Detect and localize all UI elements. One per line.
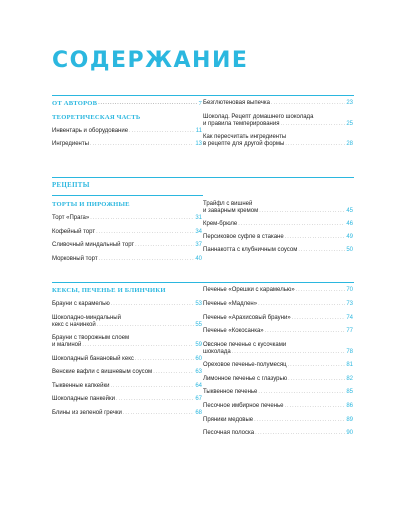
toc-dot-leader bbox=[153, 369, 194, 376]
toc-entry-title: Безглютеновая выпечка bbox=[203, 100, 270, 106]
toc-dot-leader bbox=[285, 234, 346, 241]
toc-page-number: 50 bbox=[346, 247, 353, 253]
toc-page-number: 34 bbox=[195, 229, 202, 235]
toc-entry bbox=[52, 215, 202, 222]
toc-entry bbox=[52, 141, 202, 148]
toc-dot-leader bbox=[258, 389, 345, 396]
toc-dot-leader bbox=[258, 301, 345, 308]
toc-page-number: 90 bbox=[346, 430, 353, 436]
toc-page-number: 13 bbox=[195, 141, 202, 147]
toc-entry bbox=[52, 242, 202, 249]
toc-entry bbox=[203, 247, 353, 254]
toc-entry-title: ТОРТЫ И ПИРОЖНЫЕ bbox=[52, 201, 130, 208]
toc-entry-title: Торт «Прага» bbox=[52, 215, 90, 221]
toc-dot-leader bbox=[90, 141, 194, 148]
toc-page-number: 78 bbox=[346, 349, 353, 355]
toc-page-number: 46 bbox=[346, 221, 353, 227]
toc-entry-title: Ореховое печенье-полумесяц bbox=[203, 362, 287, 368]
toc-dot-leader bbox=[123, 410, 194, 417]
toc-entry-title: Тыквенное печенье bbox=[203, 389, 258, 395]
toc-entry-title: Печенье «Орешки с карамелью» bbox=[203, 287, 295, 293]
toc-dot-leader bbox=[285, 141, 345, 148]
toc-page-number: 49 bbox=[346, 234, 353, 240]
toc-entry-title: в рецепте для другой формы bbox=[203, 141, 285, 147]
toc-entry bbox=[203, 349, 353, 356]
toc-dot-leader bbox=[255, 430, 345, 437]
toc-entry-title: Инвентарь и оборудование bbox=[52, 128, 129, 134]
toc-entry bbox=[203, 208, 353, 215]
toc-entry bbox=[203, 301, 353, 308]
toc-entry-title: Ингредиенты bbox=[52, 141, 89, 147]
toc-entry-title: шоколада bbox=[203, 349, 231, 355]
toc-entry-title: Пряники медовые bbox=[203, 417, 254, 423]
toc-dot-leader bbox=[265, 328, 346, 335]
toc-entry-title: кекс с начинкой bbox=[52, 322, 96, 328]
toc-entry-title: Венские вафли с вишневым соусом bbox=[52, 369, 153, 375]
toc-dot-leader bbox=[232, 349, 346, 356]
toc-entry bbox=[52, 396, 202, 403]
toc-page-number: 60 bbox=[195, 356, 202, 362]
toc-entry-title: Шоколадные панкейки bbox=[52, 396, 115, 402]
toc-dot-leader bbox=[110, 383, 194, 390]
toc-dot-leader bbox=[271, 100, 345, 107]
toc-entry-title: Печенье «Кокосанка» bbox=[203, 328, 264, 334]
toc-entry-title: Крем-брюле bbox=[203, 221, 238, 227]
toc-entry-title: ТЕОРЕТИЧЕСКАЯ ЧАСТЬ bbox=[52, 114, 141, 121]
toc-entry-title: Паннакотта с клубничным соусом bbox=[203, 247, 298, 253]
toc-entry bbox=[203, 430, 353, 437]
toc-entry bbox=[203, 376, 353, 383]
toc-dot-leader bbox=[97, 322, 195, 329]
page-title: СОДЕРЖАНИЕ bbox=[52, 48, 249, 73]
toc-entry-title: и малиной bbox=[52, 342, 82, 348]
toc-entry-title: КЕКСЫ, ПЕЧЕНЬЕ И БЛИНЧИКИ bbox=[52, 287, 166, 294]
toc-dot-leader bbox=[298, 247, 345, 254]
divider-recipes bbox=[52, 177, 354, 178]
toc-page-number: 74 bbox=[346, 315, 353, 321]
toc-entry-title: Брауни с карамелью bbox=[52, 301, 110, 307]
toc-dot-leader bbox=[259, 208, 345, 215]
toc-entry-title: Печенье «Мадлен» bbox=[203, 301, 258, 307]
toc-page-number: 64 bbox=[195, 383, 202, 389]
toc-dot-leader bbox=[98, 100, 197, 107]
toc-dot-leader bbox=[288, 376, 345, 383]
toc-entry-title: Песочное имбирное печенье bbox=[203, 403, 284, 409]
divider-top-right bbox=[203, 95, 354, 96]
toc-entry bbox=[203, 234, 353, 241]
toc-section-heading bbox=[52, 114, 202, 121]
toc-dot-leader bbox=[238, 221, 345, 228]
toc-page-number: 7 bbox=[198, 100, 202, 107]
toc-entry-title: Как пересчитать ингредиенты bbox=[203, 134, 287, 140]
toc-entry-title: и заварным кремом bbox=[203, 208, 259, 214]
toc-entry-title: Овсяное печенье с кусочками bbox=[203, 342, 287, 348]
toc-entry bbox=[203, 121, 353, 128]
toc-page-number: 55 bbox=[195, 322, 202, 328]
toc-entry bbox=[203, 362, 353, 369]
divider-top-left bbox=[52, 95, 203, 96]
toc-entry bbox=[203, 315, 353, 322]
toc-dot-leader bbox=[292, 315, 346, 322]
toc-entry bbox=[52, 322, 202, 329]
toc-entry bbox=[203, 417, 353, 424]
toc-entry-title: Трайфл с вишней bbox=[203, 201, 253, 207]
toc-entry bbox=[203, 328, 353, 335]
toc-entry bbox=[52, 410, 202, 417]
toc-page-number: 28 bbox=[346, 141, 353, 147]
toc-entry-title: Тыквенные капкейки bbox=[52, 383, 110, 389]
toc-page-number: 25 bbox=[346, 121, 353, 127]
toc-entry-title: Шоколадно-миндальный bbox=[52, 315, 121, 321]
toc-entry bbox=[203, 141, 353, 148]
toc-entry-title: и правила темперирования bbox=[203, 121, 280, 127]
toc-entry-title: Шоколадный банановый кекс bbox=[52, 356, 134, 362]
toc-dot-leader bbox=[135, 356, 194, 363]
toc-entry-title: Печенье «Арахисовый брауни» bbox=[203, 315, 291, 321]
toc-page-number: 86 bbox=[346, 403, 353, 409]
toc-section-heading bbox=[52, 100, 202, 107]
toc-page-number: 23 bbox=[346, 100, 353, 106]
toc-entry-title: Брауни с творожным слоем bbox=[52, 335, 130, 341]
toc-dot-leader bbox=[129, 128, 195, 135]
toc-dot-leader bbox=[99, 256, 195, 263]
toc-entry-title: Шоколад. Рецепт домашнего шоколада bbox=[203, 114, 314, 120]
toc-page-number: 37 bbox=[195, 242, 202, 248]
toc-dot-leader bbox=[135, 242, 194, 249]
toc-entry bbox=[203, 287, 353, 294]
toc-page-number: 73 bbox=[346, 301, 353, 307]
divider-muffins-left bbox=[52, 282, 203, 283]
toc-entry bbox=[52, 301, 202, 308]
toc-entry bbox=[52, 128, 202, 135]
toc-page-number: 59 bbox=[195, 342, 202, 348]
toc-page-number: 53 bbox=[195, 301, 202, 307]
toc-entry-title: Морковный торт bbox=[52, 256, 98, 262]
toc-entry-title: Блины из зеленой гречки bbox=[52, 410, 122, 416]
toc-section-heading bbox=[52, 201, 202, 208]
toc-page-number: 63 bbox=[195, 369, 202, 375]
toc-entry bbox=[52, 369, 202, 376]
toc-entry bbox=[52, 342, 202, 349]
toc-dot-leader bbox=[116, 396, 194, 403]
toc-page-number: 82 bbox=[346, 376, 353, 382]
toc-entry-title: Сливочный миндальный торт bbox=[52, 242, 135, 248]
toc-page-number: 68 bbox=[195, 410, 202, 416]
toc-dot-leader bbox=[285, 403, 346, 410]
toc-page-number: 77 bbox=[346, 328, 353, 334]
toc-dot-leader bbox=[280, 121, 345, 128]
toc-entry bbox=[203, 221, 353, 228]
toc-page-number: 40 bbox=[195, 256, 202, 262]
toc-dot-leader bbox=[96, 229, 194, 236]
divider-muffins-right bbox=[203, 282, 354, 283]
divider-cakes-left bbox=[52, 195, 203, 196]
toc-page-number: 85 bbox=[346, 389, 353, 395]
toc-dot-leader bbox=[82, 342, 194, 349]
toc-entry bbox=[203, 100, 353, 107]
toc-entry-title: Песочная полоска bbox=[203, 430, 255, 436]
toc-entry bbox=[203, 403, 353, 410]
toc-page-number: 70 bbox=[346, 287, 353, 293]
toc-section-heading bbox=[52, 287, 202, 294]
toc-entry bbox=[52, 229, 202, 236]
toc-entry bbox=[203, 389, 353, 396]
toc-entry bbox=[52, 256, 202, 263]
toc-entry bbox=[52, 356, 202, 363]
toc-dot-leader bbox=[254, 417, 345, 424]
toc-page-number: 89 bbox=[346, 417, 353, 423]
toc-dot-leader bbox=[288, 362, 346, 369]
toc-page-number: 67 bbox=[195, 396, 202, 402]
toc-page-number: 11 bbox=[195, 128, 202, 134]
toc-page-number: 81 bbox=[346, 362, 353, 368]
toc-dot-leader bbox=[111, 301, 195, 308]
toc-entry bbox=[52, 383, 202, 390]
toc-entry-title: Кофейный торт bbox=[52, 229, 96, 235]
toc-entry-title: ОТ АВТОРОВ bbox=[52, 100, 98, 107]
toc-entry-title: Лимонное печенье с глазурью bbox=[203, 376, 288, 382]
toc-page-number: 31 bbox=[195, 215, 202, 221]
recipes-heading: РЕЦЕПТЫ bbox=[52, 182, 90, 189]
toc-page-number: 45 bbox=[346, 208, 353, 214]
toc-dot-leader bbox=[296, 287, 346, 294]
toc-dot-leader bbox=[90, 215, 194, 222]
toc-entry-title: Персиковое суфле в стакане bbox=[203, 234, 284, 240]
